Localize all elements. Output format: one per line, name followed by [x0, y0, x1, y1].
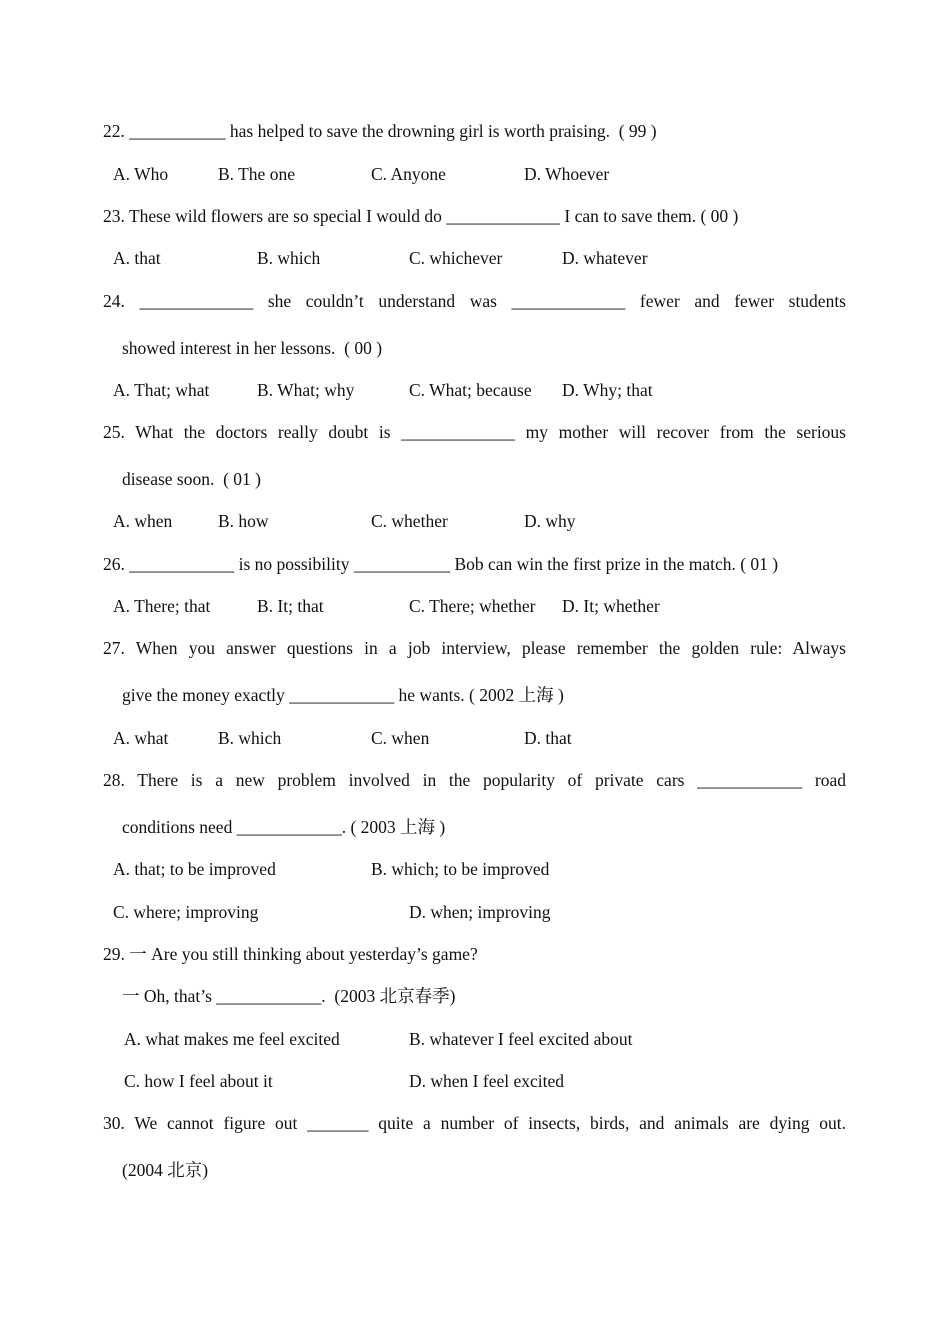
q27-option-a: A. what	[113, 728, 169, 748]
question-29-stem-line1: 29. 一 Are you still thinking about yesterday’s game?	[103, 944, 478, 964]
q27-option-d: D. that	[524, 728, 572, 748]
q23-option-b: B. which	[257, 248, 321, 268]
question-27-stem-line1: 27. When you answer questions in a job interview, please remember the golden rule: Always	[103, 638, 846, 658]
q25-option-a: A. when	[113, 511, 173, 531]
question-22-stem: 22. ___________ has helped to save the drowning girl is worth praising. ( 99 )	[103, 121, 657, 141]
question-26-stem: 26. ____________ is no possibility ___________ Bob can win the first prize in the match. ( 01 )	[103, 554, 779, 574]
question-27-stem-line2: give the money exactly ____________ he wants. ( 2002 上海 )	[122, 685, 564, 705]
q25-option-b: B. how	[218, 511, 269, 531]
q23-option-a: A. that	[113, 248, 161, 268]
question-24-stem-line2: showed interest in her lessons. ( 00 )	[122, 338, 383, 358]
q29-option-b: B. whatever I feel excited about	[409, 1029, 633, 1049]
q29-option-a: A. what makes me feel excited	[124, 1029, 340, 1049]
question-25-stem-line2: disease soon. ( 01 )	[122, 469, 262, 489]
q23-option-c: C. whichever	[409, 248, 503, 268]
q26-option-a: A. There; that	[113, 596, 211, 616]
question-24-stem-line1: 24. _____________ she couldn’t understand was _____________ fewer and fewer students	[103, 291, 846, 311]
q26-option-c: C. There; whether	[409, 596, 536, 616]
q29-option-c: C. how I feel about it	[124, 1071, 273, 1091]
q25-option-c: C. whether	[371, 511, 448, 531]
q22-option-d: D. Whoever	[524, 164, 610, 184]
q28-option-b: B. which; to be improved	[371, 859, 550, 879]
q28-option-d: D. when; improving	[409, 902, 551, 922]
question-23-stem: 23. These wild flowers are so special I would do _____________ I can to save them. ( 00 )	[103, 206, 739, 226]
q26-option-b: B. It; that	[257, 596, 324, 616]
question-25-stem-line1: 25. What the doctors really doubt is _____________ my mother will recover from the serious	[103, 422, 846, 442]
question-30-stem-line1: 30. We cannot figure out _______ quite a number of insects, birds, and animals are dying out.	[103, 1113, 846, 1133]
q28-option-c: C. where; improving	[113, 902, 259, 922]
q23-option-d: D. whatever	[562, 248, 648, 268]
q29-option-d: D. when I feel excited	[409, 1071, 564, 1091]
q25-option-d: D. why	[524, 511, 576, 531]
q27-option-b: B. which	[218, 728, 282, 748]
q24-option-d: D. Why; that	[562, 380, 653, 400]
question-30-stem-line2: (2004 北京)	[122, 1160, 209, 1180]
q22-option-c: C. Anyone	[371, 164, 446, 184]
q24-option-b: B. What; why	[257, 380, 355, 400]
q26-option-d: D. It; whether	[562, 596, 660, 616]
q24-option-a: A. That; what	[113, 380, 210, 400]
q27-option-c: C. when	[371, 728, 430, 748]
q22-option-b: B. The one	[218, 164, 295, 184]
q24-option-c: C. What; because	[409, 380, 532, 400]
q22-option-a: A. Who	[113, 164, 169, 184]
q28-option-a: A. that; to be improved	[113, 859, 276, 879]
question-28-stem-line1: 28. There is a new problem involved in the popularity of private cars ____________ road	[103, 770, 846, 790]
question-28-stem-line2: conditions need ____________. ( 2003 上海 )	[122, 817, 446, 837]
question-29-stem-line2: 一 Oh, that’s ____________. (2003 北京春季)	[122, 986, 456, 1006]
